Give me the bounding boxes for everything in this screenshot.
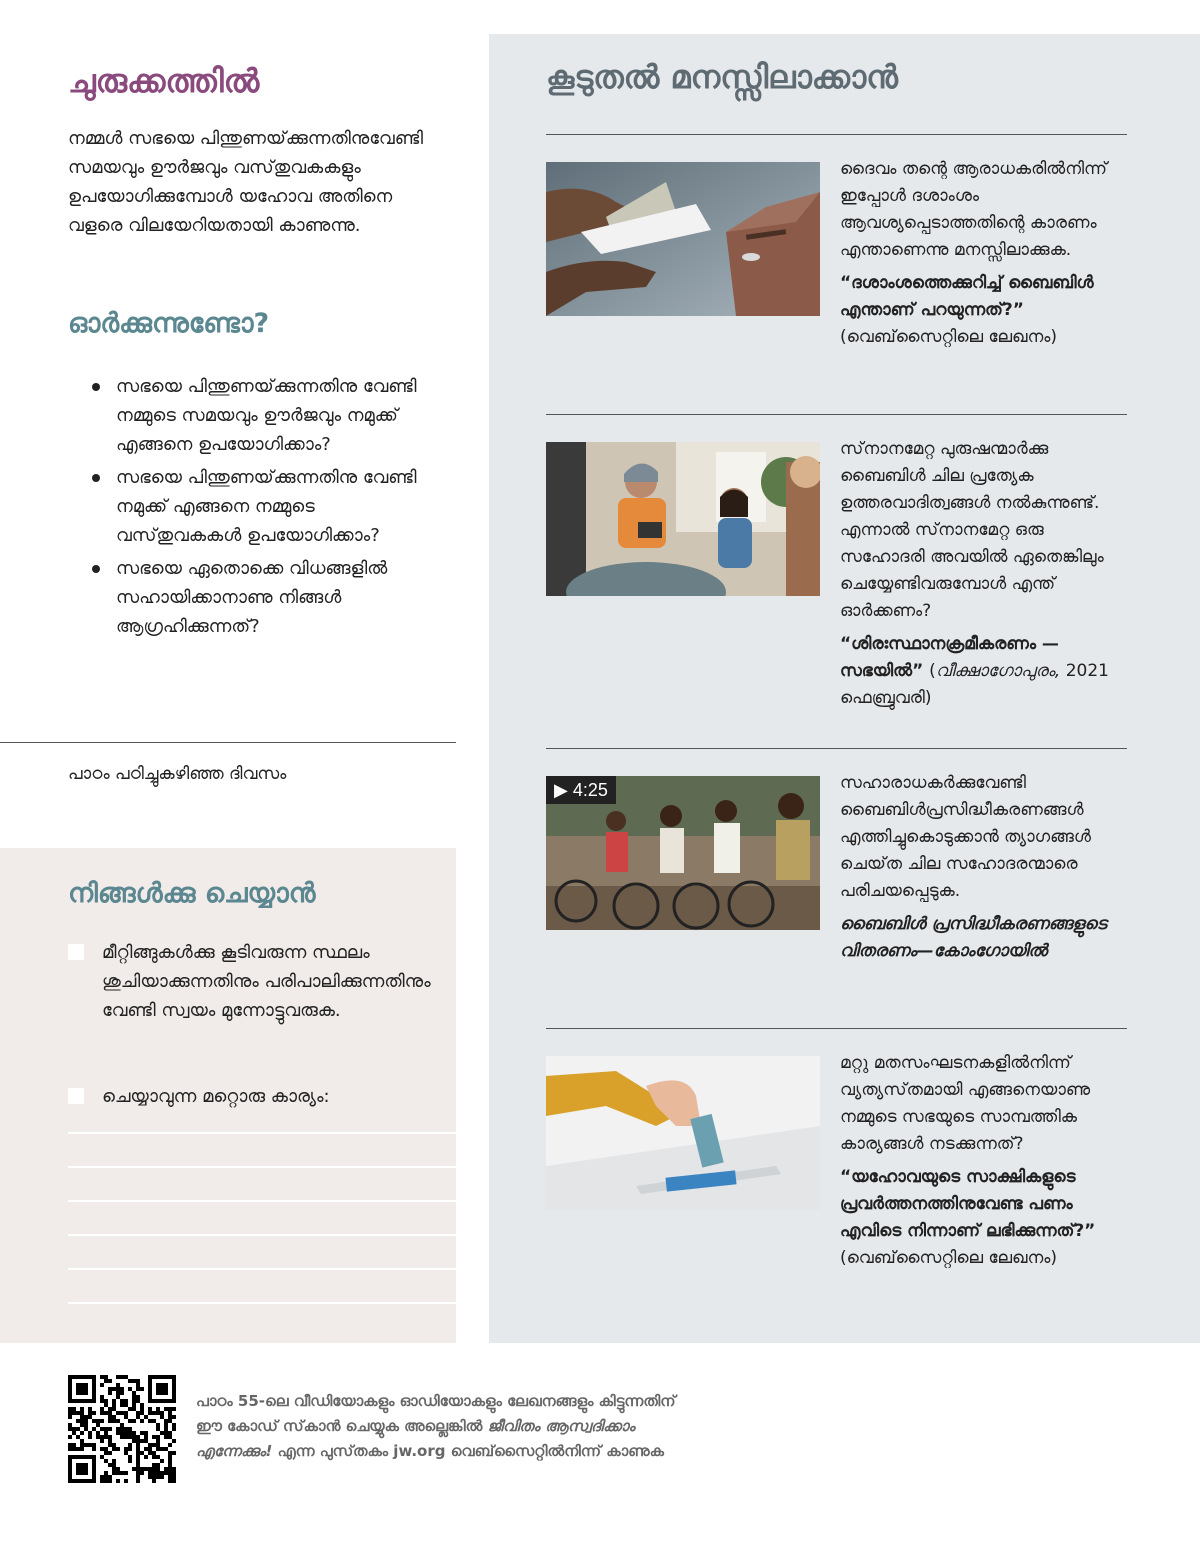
write-line[interactable] bbox=[68, 1302, 456, 1304]
tithe-envelope-image bbox=[546, 162, 820, 316]
description-text: സഹാരാധകർക്കുവേണ്ടി ബൈബിൾപ്രസിദ്ധീകരണങ്ങൾ എത്തിച്ചുകൊടുക്കാൻ ത്യാഗങ്ങൾ ചെയ്‌ത ചില സഹോദരന്മാരെ പരിചയപ്പെടുക. bbox=[840, 773, 1091, 901]
list-item bbox=[92, 372, 442, 459]
reference-link[interactable] bbox=[840, 631, 1125, 712]
reference-link[interactable] bbox=[840, 270, 1125, 351]
footer-text-part: പാഠം 55-ലെ വീഡിയോകളും ഓഡിയോകളും ലേഖനങ്ങളും കിട്ടുന്നതിന്‌ ഈ കോഡ്‌ സ്‌കാൻ ചെയ്യുക അല്ലെങ്കിൽ bbox=[196, 1392, 676, 1435]
todo-title: നിങ്ങൾക്കു ചെയ്യാൻ bbox=[68, 878, 316, 909]
summary-text: നമ്മൾ സഭയെ പിന്തുണയ്‌ക്കുന്നതിനുവേണ്ടി സമയവും ഊർജവും വസ്‌തുവകകളും ഉപയോഗിക്കുമ്പോൾ യഹോവ അതിനെ വളരെ വിലയേറിയതായി കാണുന്നു. bbox=[68, 128, 424, 236]
question-text: സഭയെ പിന്തുണയ്‌ക്കുന്നതിനു വേണ്ടി നമ്മുടെ സമയവും ഊർജവും നമുക്ക് എങ്ങനെ ഉപയോഗിക്കാം? bbox=[116, 376, 417, 455]
todo-item bbox=[68, 1082, 438, 1111]
reference-publication: വീക്ഷാഗോപുരം, bbox=[935, 661, 1061, 681]
divider bbox=[546, 1028, 1127, 1029]
book-title: ജീവിതം ആസ്വദിക്കാം എന്നേക്കും! bbox=[196, 1417, 635, 1460]
reference-note: (വെബ്‌സൈറ്റിലെ ലേഖനം) bbox=[840, 1248, 1058, 1268]
remember-title: ഓർക്കുന്നുണ്ടോ? bbox=[68, 308, 270, 339]
divider bbox=[0, 742, 456, 743]
write-line[interactable] bbox=[68, 1166, 456, 1168]
reference-title[interactable]: “ശിരഃസ്ഥാനക്രമീകരണം —സഭയിൽ” bbox=[840, 634, 1059, 681]
play-icon: ▶ bbox=[554, 780, 568, 800]
write-line[interactable] bbox=[68, 1132, 456, 1134]
write-line[interactable] bbox=[68, 1268, 456, 1270]
list-item bbox=[92, 463, 442, 550]
right-column bbox=[489, 34, 1200, 1343]
todo-text: മീറ്റിങ്ങുകൾക്കു കൂടിവരുന്ന സ്ഥലം ശുചിയാക്കുന്നതിനും പരിപാലിക്കുന്നതിനും വേണ്ടി സ്വയം മുന്നോട്ടുവരുക. bbox=[102, 942, 431, 1021]
video-duration-badge[interactable] bbox=[546, 776, 616, 804]
description-text: മറ്റു മതസംഘടനകളിൽനിന്ന് വ്യത്യസ്‌തമായി എങ്ങനെയാണു നമ്മുടെ സഭയുടെ സാമ്പത്തിക കാര്യങ്ങൾ നടക്കുന്നത്‌? bbox=[840, 1053, 1091, 1154]
reference-title[interactable]: ബൈബിൾ പ്രസിദ്ധീകരണങ്ങളുടെ വിതരണം—കോംഗോയിൽ bbox=[840, 914, 1107, 961]
footer-text-part: എന്ന പുസ്‌തകം jw.org വെബ്‌സൈറ്റിൽനിന്ന്‌ കാണുക bbox=[272, 1442, 664, 1460]
write-line[interactable] bbox=[68, 1200, 456, 1202]
description-text: ദൈവം തന്റെ ആരാധകരിൽനിന്ന് ഇപ്പോൾ ദശാംശം ആവശ്യപ്പെടാത്തതിന്റെ കാരണം എന്താണെന്നു മനസ്സിലാക്കുക. bbox=[840, 159, 1107, 260]
reference-link[interactable] bbox=[840, 1164, 1125, 1272]
reference-note: (വെബ്‌സൈറ്റിലെ ലേഖനം) bbox=[840, 327, 1058, 347]
todo-item bbox=[68, 938, 438, 1025]
divider bbox=[546, 414, 1127, 415]
more-title: കൂടുതൽ മനസ്സിലാക്കാൻ bbox=[546, 58, 898, 96]
footer-text bbox=[196, 1389, 676, 1464]
qr-code-icon[interactable] bbox=[68, 1375, 176, 1483]
sister-study-image bbox=[546, 442, 820, 596]
reference-link[interactable] bbox=[840, 911, 1125, 965]
divider bbox=[546, 134, 1127, 135]
question-text: സഭയെ പിന്തുണയ്‌ക്കുന്നതിനു വേണ്ടി നമുക്ക് എങ്ങനെ നമ്മുടെ വസ്‌തുവകകൾ ഉപയോഗിക്കാം? bbox=[116, 467, 417, 546]
question-list bbox=[92, 372, 442, 645]
left-column bbox=[0, 0, 456, 1343]
donation-image bbox=[546, 1056, 820, 1210]
item-description bbox=[840, 770, 1125, 965]
todo-text: ചെയ്യാവുന്ന മറ്റൊരു കാര്യം: bbox=[102, 1086, 330, 1107]
bullet-icon bbox=[92, 474, 100, 482]
footer bbox=[0, 1343, 1200, 1543]
date-label: പാഠം പഠിച്ചുകഴിഞ്ഞ ദിവസം bbox=[68, 764, 287, 784]
list-item bbox=[92, 554, 442, 641]
summary-title: ചുരുക്കത്തിൽ bbox=[68, 62, 260, 100]
bullet-icon bbox=[92, 565, 100, 573]
donation-box-image bbox=[546, 1056, 820, 1210]
checkbox[interactable] bbox=[68, 944, 84, 960]
tithe-image bbox=[546, 162, 820, 316]
reference-title[interactable]: “യഹോവയുടെ സാക്ഷികളുടെ പ്രവർത്തനത്തിനുവേണ്ട പണം എവിടെ നിന്നാണ് ലഭിക്കുന്നത്?” bbox=[840, 1167, 1096, 1241]
qr-code-graphic bbox=[68, 1375, 176, 1483]
write-line[interactable] bbox=[68, 1234, 456, 1236]
question-text: സഭയെ ഏതൊക്കെ വിധങ്ങളിൽ സഹായിക്കാനാണു നിങ്ങൾ ആഗ്രഹിക്കുന്നത്‌? bbox=[116, 558, 388, 637]
item-description bbox=[840, 156, 1125, 351]
item-description bbox=[840, 436, 1125, 712]
description-text: സ്‌നാനമേറ്റ പുരുഷന്മാർക്കു ബൈബിൾ ചില പ്രത്യേക ഉത്തരവാദിത്വങ്ങൾ നൽകുന്നുണ്ട്‌. എന്നാൽ സ്‌നാനമേറ്റ ഒരു സഹോദരി അവയിൽ ഏതെങ്കിലും ചെയ്യേണ്ടിവരുമ്പോൾ എന്ത്‌ ഓർക്കണം? bbox=[840, 439, 1104, 621]
divider bbox=[546, 748, 1127, 749]
reference-note: (വീക്ഷാഗോപുരം, 2021 ഫെബ്രുവരി) bbox=[840, 661, 1109, 708]
todo-box bbox=[0, 848, 456, 1343]
video-thumbnail[interactable] bbox=[546, 776, 820, 930]
reference-date: 2021 ഫെബ്രുവരി bbox=[840, 661, 1109, 708]
bullet-icon bbox=[92, 383, 100, 391]
reference-title[interactable]: “ദശാംശത്തെക്കുറിച്ച് ബൈബിൾ എന്താണ് പറയുന്നത്?” bbox=[840, 273, 1094, 320]
item-description bbox=[840, 1050, 1125, 1272]
checkbox[interactable] bbox=[68, 1088, 84, 1104]
study-image bbox=[546, 442, 820, 596]
video-duration: 4:25 bbox=[572, 780, 608, 800]
